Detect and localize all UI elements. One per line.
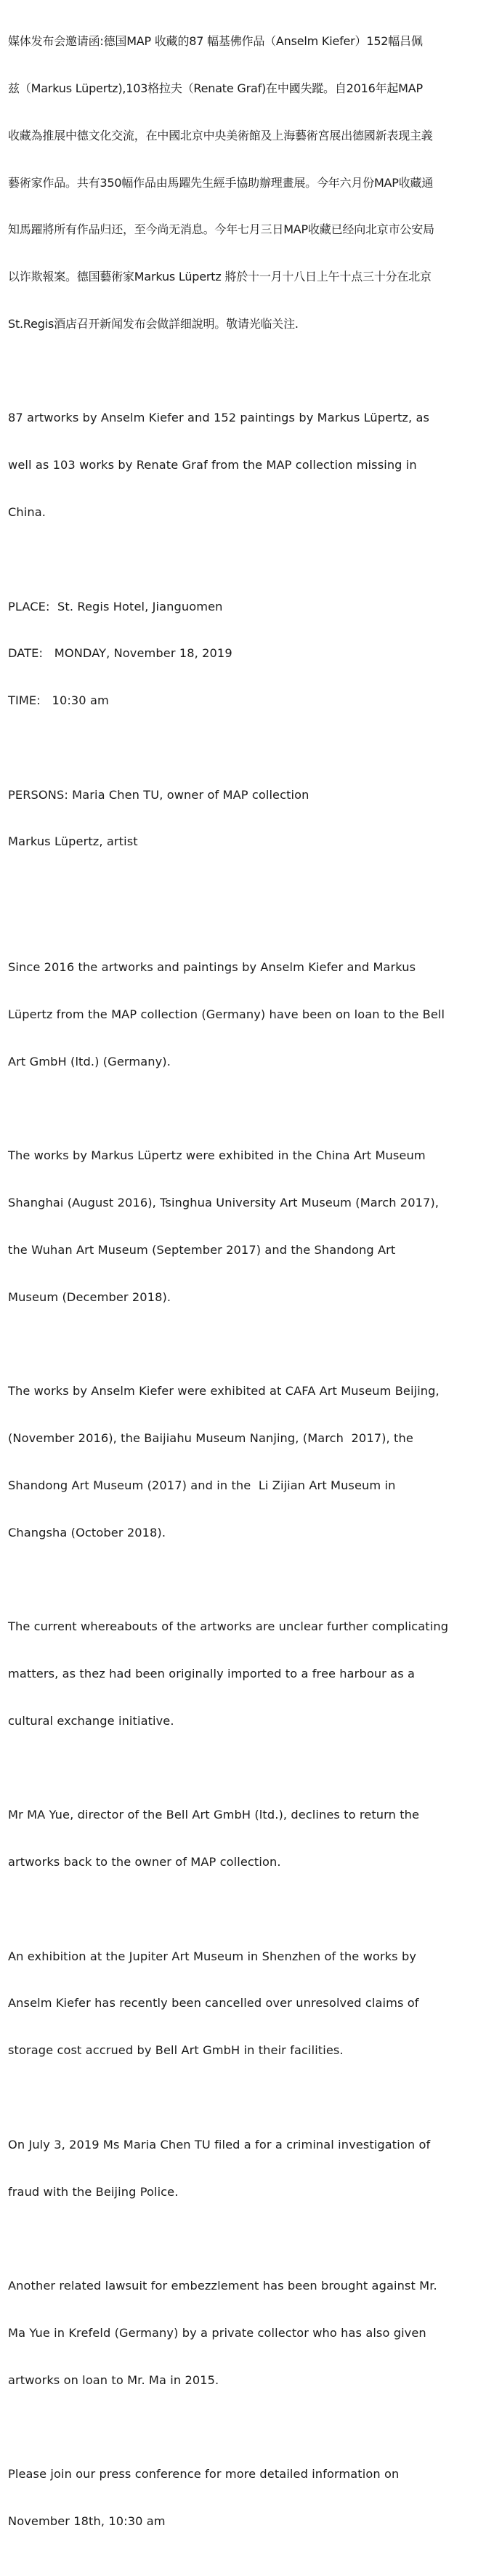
body-line: Another related lawsuit for embezzlement has been brought against Mr. <box>8 2279 437 2293</box>
body-line: Ma Yue in Krefeld (Germany) by a private collector who has also given <box>8 2325 426 2340</box>
body-line: Shandong Art Museum (2017) and in the Li Zijian Art Museum in <box>8 1478 396 1492</box>
body-line: artworks on loan to Mr. Ma in 2015. <box>8 2372 219 2387</box>
chinese-line: 知馬躍將所有作品归还，至今尚无消息。今年七月三日MAP收藏已经向北京市公安局 <box>8 222 434 237</box>
body-line: matters, as thez had been originally imported to a free harbour as a <box>8 1666 415 1681</box>
body-line: The works by Markus Lüpertz were exhibited in the China Art Museum <box>8 1148 426 1163</box>
body-line: November 18th, 10:30 am <box>8 2514 166 2528</box>
press-release-document <box>8 2 491 2576</box>
event-date: DATE: MONDAY, November 18, 2019 <box>8 646 232 661</box>
blank-spacer <box>8 897 491 928</box>
body-paragraph <box>8 1352 491 1571</box>
body-line: storage cost accrued by Bell Art GmbH in their facilities. <box>8 2043 344 2058</box>
chinese-line: 收藏為推展中德文化交流，在中國北京中央美術館及上海藝術宮展出德國新表现主義 <box>8 128 433 142</box>
body-line: cultural exchange initiative. <box>8 1713 174 1728</box>
body-line: Please join our press conference for more detailed information on <box>8 2467 400 2482</box>
body-line: Art GmbH (ltd.) (Germany). <box>8 1054 171 1068</box>
closing-invitation-paragraph <box>8 2435 491 2561</box>
body-line: Shanghai (August 2016), Tsinghua University Art Museum (March 2017), <box>8 1196 440 1210</box>
body-line: artworks back to the owner of MAP collection. <box>8 1855 281 1869</box>
event-time: TIME: 10:30 am <box>8 693 109 708</box>
body-line: An exhibition at the Jupiter Art Museum in Shenzhen of the works by <box>8 1949 417 1963</box>
persons-line: PERSONS: Maria Chen TU, owner of MAP collection <box>8 787 309 802</box>
body-line: Changsha (October 2018). <box>8 1525 166 1539</box>
body-paragraph <box>8 1776 491 1901</box>
chinese-line: 兹（Markus Lüpertz),103格拉夫（Renate Graf)在中國失蹤。自2016年起MAP <box>8 81 423 95</box>
body-line: the Wuhan Art Museum (September 2017) and the Shandong Art <box>8 1242 396 1257</box>
body-paragraph <box>8 2247 491 2420</box>
persons-line: Markus Lüpertz, artist <box>8 834 138 849</box>
body-paragraph <box>8 928 491 1101</box>
body-line: The works by Anselm Kiefer were exhibited at CAFA Art Museum Beijing, <box>8 1384 440 1398</box>
body-paragraph <box>8 1917 491 2090</box>
chinese-announcement-paragraph <box>8 2 491 363</box>
body-paragraph <box>8 1587 491 1760</box>
body-line: On July 3, 2019 Ms Maria Chen TU filed a for a criminal investigation of <box>8 2137 431 2152</box>
body-line: Lüpertz from the MAP collection (Germany) have been on loan to the Bell <box>8 1007 445 1021</box>
headline-line: well as 103 works by Renate Graf from the MAP collection missing in <box>8 458 417 472</box>
event-details <box>8 567 491 740</box>
chinese-line: St.Regis酒店召开新闻发布会做詳细說明。敬请光临关注. <box>8 316 299 331</box>
body-line: Anselm Kiefer has recently been cancelled over unresolved claims of <box>8 1996 419 2011</box>
english-headline-paragraph <box>8 379 491 552</box>
body-line: The current whereabouts of the artworks are unclear further complicating <box>8 1619 449 1634</box>
body-paragraph <box>8 1116 491 1336</box>
body-paragraph <box>8 2106 491 2231</box>
body-line: Museum (December 2018). <box>8 1289 171 1304</box>
headline-line: 87 artworks by Anselm Kiefer and 152 paintings by Markus Lüpertz, as <box>8 411 430 425</box>
event-place: PLACE: St. Regis Hotel, Jianguomen <box>8 599 223 613</box>
persons-block <box>8 756 491 882</box>
chinese-line: 媒体发布会邀请函:德国MAP 收藏的87 幅基佛作品（Anselm Kiefer）152幅吕佩 <box>8 34 423 49</box>
body-line: (November 2016), the Baijiahu Museum Nanjing, (March 2017), the <box>8 1431 413 1446</box>
chinese-line: 藝術家作品。共有350幅作品由馬躍先生經手協助辦理畫展。今年六月份MAP收藏通 <box>8 175 434 190</box>
headline-line: China. <box>8 505 46 519</box>
chinese-line: 以诈欺報案。德国藝術家Markus Lüpertz 將於十一月十八日上午十点三十分在北京 <box>8 270 432 284</box>
body-line: Mr MA Yue, director of the Bell Art GmbH (ltd.), declines to return the <box>8 1808 420 1822</box>
body-line: Since 2016 the artworks and paintings by Anselm Kiefer and Markus <box>8 960 416 975</box>
body-line: fraud with the Beijing Police. <box>8 2184 179 2199</box>
